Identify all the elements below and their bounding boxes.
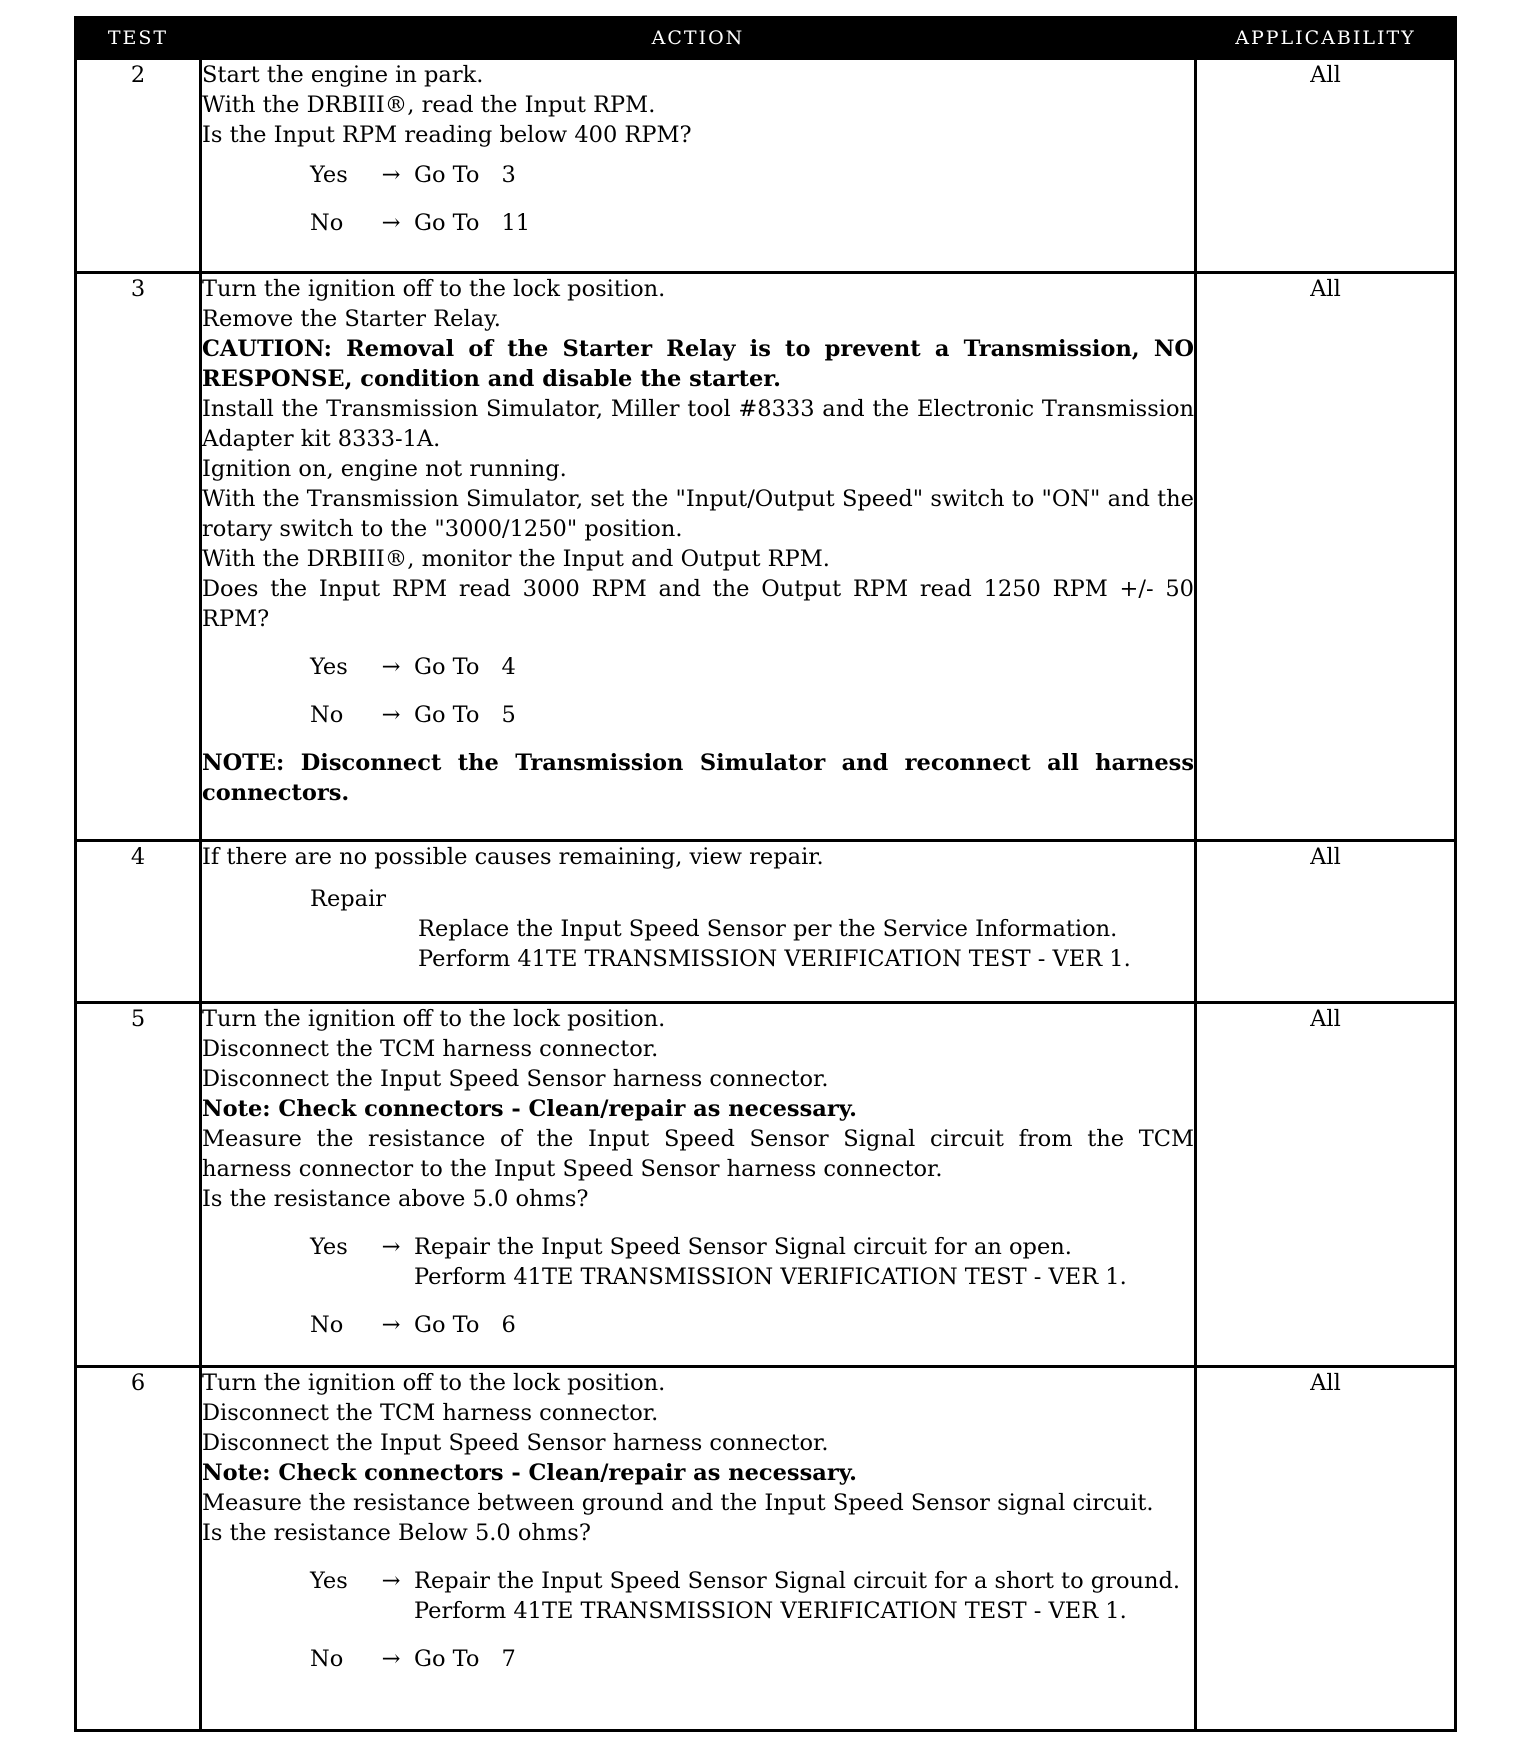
action-line: Turn the ignition off to the lock position. (202, 1006, 666, 1032)
action-line: Disconnect the TCM harness connector. (202, 1400, 659, 1426)
action-cell (201, 273, 1196, 841)
caution-text: CAUTION: Removal of the Starter Relay is to prevent a Transmission, NO RESPONSE, condition and disable the starter. (202, 336, 1194, 392)
branch-result (414, 208, 1194, 238)
table-header-row (76, 18, 1456, 59)
table-row (76, 1003, 1456, 1367)
repair-label: Repair (310, 886, 387, 912)
table-row (76, 273, 1456, 841)
header-applicability: APPLICABILITY (1196, 18, 1456, 59)
note-text: Note: Check connectors - Clean/repair as necessary. (202, 1096, 857, 1122)
diagnostic-procedure-sheet (74, 16, 1454, 1732)
arrow-icon: → (381, 162, 401, 188)
yes-label: Yes (310, 162, 348, 188)
branch-result (414, 1310, 1194, 1340)
goto-label: Go To (414, 1646, 480, 1672)
goto-number: 3 (501, 162, 516, 188)
action-line: Remove the Starter Relay. (202, 306, 501, 332)
test-number: 2 (76, 59, 201, 273)
action-line: Is the resistance above 5.0 ohms? (202, 1186, 589, 1212)
branch-result (414, 1644, 1194, 1674)
action-cell (201, 1003, 1196, 1367)
action-line: Measure the resistance between ground and the Input Speed Sensor signal circuit. (202, 1490, 1154, 1516)
action-line: Does the Input RPM read 3000 RPM and the Output RPM read 1250 RPM +/- 50 RPM? (202, 576, 1194, 632)
applicability-value: All (1196, 1003, 1456, 1367)
goto-number: 7 (501, 1646, 516, 1672)
action-line: Ignition on, engine not running. (202, 456, 567, 482)
goto-number: 5 (501, 702, 516, 728)
diagnostic-test-table (74, 16, 1457, 1732)
action-line: Install the Transmission Simulator, Miller tool #8333 and the Electronic Transmission Adapter kit 8333-1A. (202, 396, 1194, 452)
yes-branch (202, 1566, 1194, 1626)
table-row (76, 1367, 1456, 1731)
branch-result (414, 1232, 1194, 1292)
applicability-value: All (1196, 1367, 1456, 1731)
branch-result (414, 160, 1194, 190)
goto-number: 11 (501, 210, 531, 236)
repair-step: Replace the Input Speed Sensor per the Service Information. (418, 916, 1118, 942)
action-line: Is the Input RPM reading below 400 RPM? (202, 122, 692, 148)
yes-branch (202, 1232, 1194, 1292)
table-row (76, 841, 1456, 1003)
action-line: Turn the ignition off to the lock position. (202, 1370, 666, 1396)
note-text: Note: Check connectors - Clean/repair as necessary. (202, 1460, 857, 1486)
action-cell (201, 841, 1196, 1003)
action-cell (201, 59, 1196, 273)
arrow-icon: → (381, 1568, 401, 1594)
header-action: ACTION (201, 18, 1196, 59)
action-line: Is the resistance Below 5.0 ohms? (202, 1520, 591, 1546)
action-line: Disconnect the Input Speed Sensor harness connector. (202, 1066, 829, 1092)
goto-label: Go To (414, 654, 480, 680)
no-label: No (310, 702, 344, 728)
action-line: Turn the ignition off to the lock position. (202, 276, 666, 302)
branch-result (414, 652, 1194, 682)
action-line: With the Transmission Simulator, set the "Input/Output Speed" switch to "ON" and the rotary switch to the "3000/1250" position. (202, 486, 1194, 542)
applicability-value: All (1196, 273, 1456, 841)
test-number: 4 (76, 841, 201, 1003)
action-line: With the DRBIII®, read the Input RPM. (202, 92, 656, 118)
result-line: Perform 41TE TRANSMISSION VERIFICATION TEST - VER 1. (414, 1264, 1127, 1290)
action-line: With the DRBIII®, monitor the Input and Output RPM. (202, 546, 830, 572)
header-test: TEST (76, 18, 201, 59)
arrow-icon: → (381, 210, 401, 236)
goto-label: Go To (414, 1312, 480, 1338)
no-branch (202, 700, 1194, 730)
goto-number: 6 (501, 1312, 516, 1338)
action-line: If there are no possible causes remaining, view repair. (202, 844, 824, 870)
branch-result (414, 1566, 1194, 1626)
yes-label: Yes (310, 1568, 348, 1594)
arrow-icon: → (381, 654, 401, 680)
applicability-value: All (1196, 841, 1456, 1003)
applicability-value: All (1196, 59, 1456, 273)
arrow-icon: → (381, 1646, 401, 1672)
note-text: NOTE: Disconnect the Transmission Simulator and reconnect all harness connectors. (202, 750, 1194, 806)
no-branch (202, 1644, 1194, 1674)
test-number: 5 (76, 1003, 201, 1367)
test-number: 6 (76, 1367, 201, 1731)
goto-number: 4 (501, 654, 516, 680)
no-label: No (310, 210, 344, 236)
result-line: Repair the Input Speed Sensor Signal circuit for an open. (414, 1234, 1072, 1260)
action-cell (201, 1367, 1196, 1731)
repair-step: Perform 41TE TRANSMISSION VERIFICATION TEST - VER 1. (418, 946, 1131, 972)
yes-label: Yes (310, 654, 348, 680)
action-line: Start the engine in park. (202, 62, 484, 88)
repair-steps (202, 914, 1194, 974)
yes-label: Yes (310, 1234, 348, 1260)
yes-branch (202, 160, 1194, 190)
action-line: Disconnect the Input Speed Sensor harness connector. (202, 1430, 829, 1456)
goto-label: Go To (414, 702, 480, 728)
arrow-icon: → (381, 702, 401, 728)
no-label: No (310, 1646, 344, 1672)
result-line: Repair the Input Speed Sensor Signal circuit for a short to ground. (414, 1568, 1181, 1594)
yes-branch (202, 652, 1194, 682)
no-branch (202, 208, 1194, 238)
table-row (76, 59, 1456, 273)
no-branch (202, 1310, 1194, 1340)
action-line: Measure the resistance of the Input Speed Sensor Signal circuit from the TCM harness connector to the Input Speed Sensor harness connector. (202, 1126, 1194, 1182)
goto-label: Go To (414, 210, 480, 236)
arrow-icon: → (381, 1234, 401, 1260)
action-line: Disconnect the TCM harness connector. (202, 1036, 659, 1062)
no-label: No (310, 1312, 344, 1338)
goto-label: Go To (414, 162, 480, 188)
arrow-icon: → (381, 1312, 401, 1338)
result-line: Perform 41TE TRANSMISSION VERIFICATION TEST - VER 1. (414, 1598, 1127, 1624)
test-number: 3 (76, 273, 201, 841)
branch-result (414, 700, 1194, 730)
